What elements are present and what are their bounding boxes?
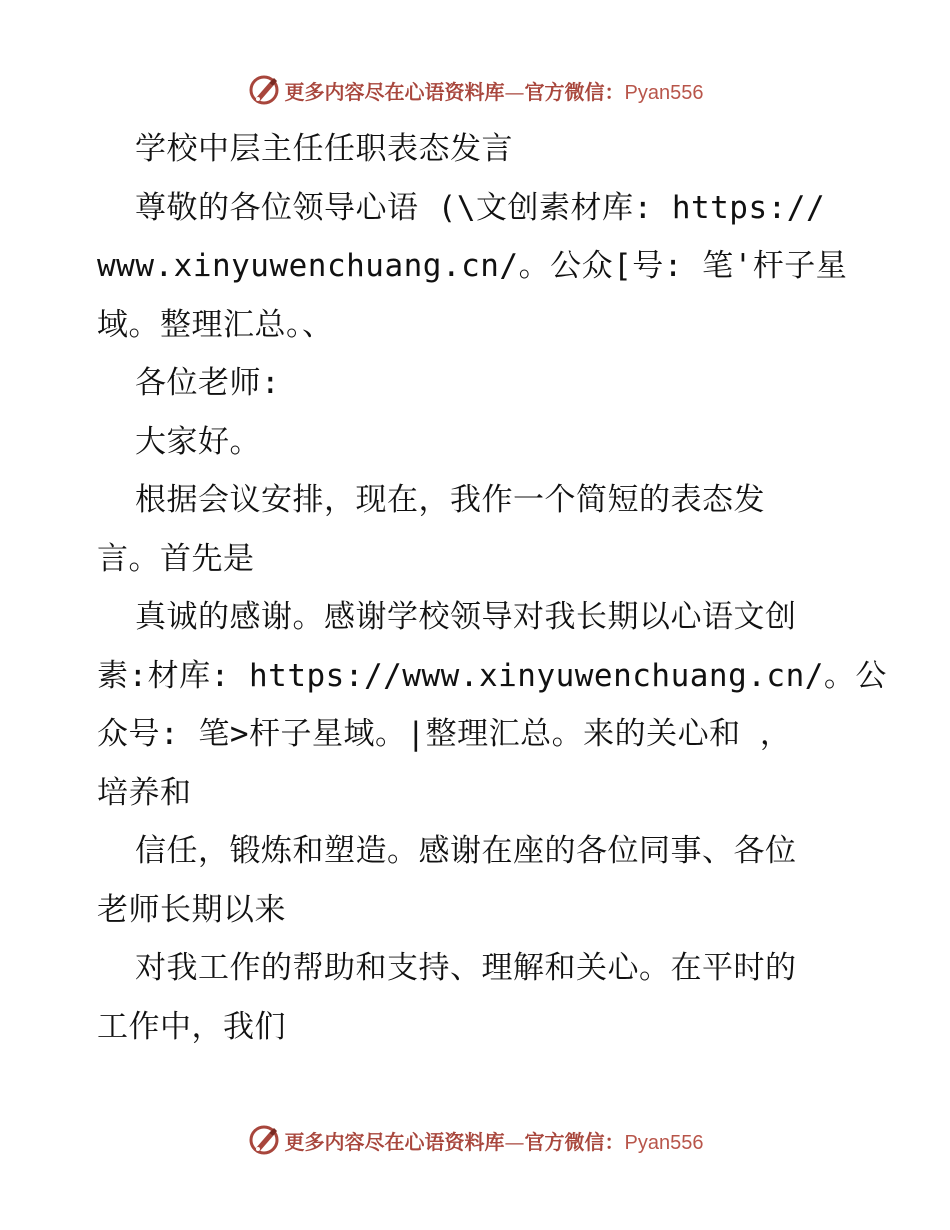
- footer-banner: [0, 1120, 950, 1160]
- text-line: 工作中，我们: [97, 1008, 286, 1045]
- text-line: 众号: 笔>杆子星域。|整理汇总。来的关心和 ，: [97, 716, 792, 752]
- text-line: 根据会议安排，现在，我作一个简短的表态发: [135, 482, 765, 518]
- text-line: 言。首先是: [97, 540, 255, 577]
- text-line: 对我工作的帮助和支持、理解和关心。在平时的: [135, 950, 797, 986]
- banner-text: [285, 1126, 704, 1155]
- pen-logo-icon: [247, 1123, 281, 1157]
- text-line: 域。整理汇总。、: [97, 306, 334, 343]
- document-title: 学校中层主任任职表态发言: [135, 131, 513, 167]
- text-line: 信任，锻炼和塑造。感谢在座的各位同事、各位: [135, 833, 797, 869]
- banner-wechat-label: 官方微信：: [524, 1129, 625, 1154]
- banner-account: Pyan556: [624, 81, 704, 104]
- text-line: 尊敬的各位领导心语 (\文创素材库: https://: [135, 189, 826, 226]
- banner-separator: —: [504, 1129, 525, 1154]
- document-body: [97, 120, 887, 1056]
- banner-main: 更多内容尽在心语资料库: [284, 1129, 505, 1154]
- banner-separator: —: [504, 79, 525, 104]
- banner-wechat-label: 官方微信：: [524, 79, 625, 104]
- banner-account: Pyan556: [624, 1131, 704, 1154]
- text-line: 大家好。: [135, 423, 261, 460]
- header-banner: [0, 70, 950, 110]
- text-line: 培养和: [97, 774, 192, 811]
- text-line: 素:材库: https://www.xinyuwenchuang.cn/。公: [97, 657, 887, 694]
- text-line: www.xinyuwenchuang.cn/。公众[号: 笔'杆子星: [97, 248, 848, 284]
- text-line: 各位老师:: [135, 365, 281, 401]
- text-line: 老师长期以来: [97, 891, 286, 928]
- pen-logo-icon: [247, 73, 281, 107]
- banner-main: 更多内容尽在心语资料库: [284, 79, 505, 104]
- text-line: 真诚的感谢。感谢学校领导对我长期以心语文创: [135, 599, 797, 635]
- banner-text: [285, 76, 704, 105]
